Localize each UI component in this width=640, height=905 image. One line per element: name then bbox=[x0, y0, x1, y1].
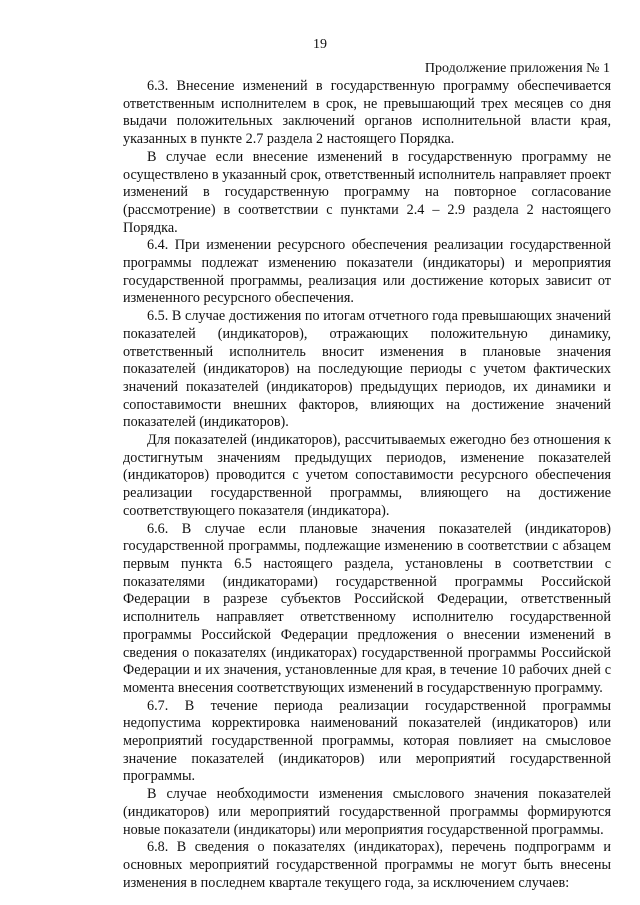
paragraph-6-5: 6.5. В случае достижения по итогам отчетного года превышающих значений показателей (индикаторов), отражающих положительную динамику, ответственный исполнитель вносит изменения в плановые значения показателей (индикаторов) на последующие периоды с учетом фактических значений показателей (индикаторов) предыдущих периодов, их динамики и сопоставимости внешних факторов, влияющих на достижение значений показателей (индикаторов). bbox=[123, 308, 611, 431]
paragraph-6-6: 6.6. В случае если плановые значения показателей (индикаторов) государственной программы, подлежащие изменению в соответствии с абзацем первым пункта 6.5 настоящего раздела, установлены в соответствии с показателями (индикаторами) государственной программы Российской Федерации в разрезе субъектов Российской Федерации, ответственный исполнитель направляет ответственному исполнителю государственной программы Российской Федерации предложения о внесении изменений в сведения о показателях (индикаторах) государственной программы Российской Федерации и их значения, установленные для края, в течение 10 рабочих дней с момента внесения соответствующих изменений в государственную программу. bbox=[123, 520, 611, 696]
paragraph-6-8: 6.8. В сведения о показателях (индикаторах), перечень подпрограмм и основных мероприятий государственной программы не могут быть внесены изменения в последнем квартале текущего года, за исключением случаев: bbox=[123, 839, 611, 891]
page-number: 19 bbox=[313, 37, 327, 52]
paragraph-6-3-repeat-approval: В случае если внесение изменений в государственную программу не осуществлено в указанный срок, ответственный исполнитель направляет проект изменений в государственную программу на повторное согласование (рассмотрение) в соответствии с пунктами 2.4 – 2.9 раздела 2 настоящего Порядка. bbox=[123, 148, 611, 236]
paragraph-6-4: 6.4. При изменении ресурсного обеспечения реализации государственной программы подлежат изменению показатели (индикаторы) и мероприятия государственной программы, реализация или достижение которых зависит от измененного ресурсного обеспечения. bbox=[123, 237, 611, 307]
paragraph-6-7-new-indicators: В случае необходимости изменения смыслового значения показателей (индикаторов) или мероприятий государственной программы формируются новые показатели (индикаторы) или мероприятия государственной программы. bbox=[123, 786, 611, 838]
document-body bbox=[123, 78, 611, 892]
paragraph-6-5-annual-indicators: Для показателей (индикаторов), рассчитываемых ежегодно без отношения к достигнутым значениям предыдущих периодов, изменение показателей (индикаторов) проводится с учетом сопоставимости ресурсного обеспечения реализации государственной программы, влияющего на достижение соответствующего показателя (индикатора). bbox=[123, 432, 611, 519]
appendix-continuation-label: Продолжение приложения № 1 bbox=[424, 61, 610, 76]
paragraph-6-7: 6.7. В течение периода реализации государственной программы недопустима корректировка наименований показателей (индикаторов) или мероприятий государственной программы, которая повлияет на смысловое значение показателей (индикаторов) или мероприятий государственной программы. bbox=[123, 697, 611, 785]
paragraph-6-3: 6.3. Внесение изменений в государственную программу обеспечивается ответственным исполнителем в срок, не превышающий трех месяцев со дня выдачи положительных заключений органов исполнительной власти края, указанных в пункте 2.7 раздела 2 настоящего Порядка. bbox=[123, 78, 611, 148]
